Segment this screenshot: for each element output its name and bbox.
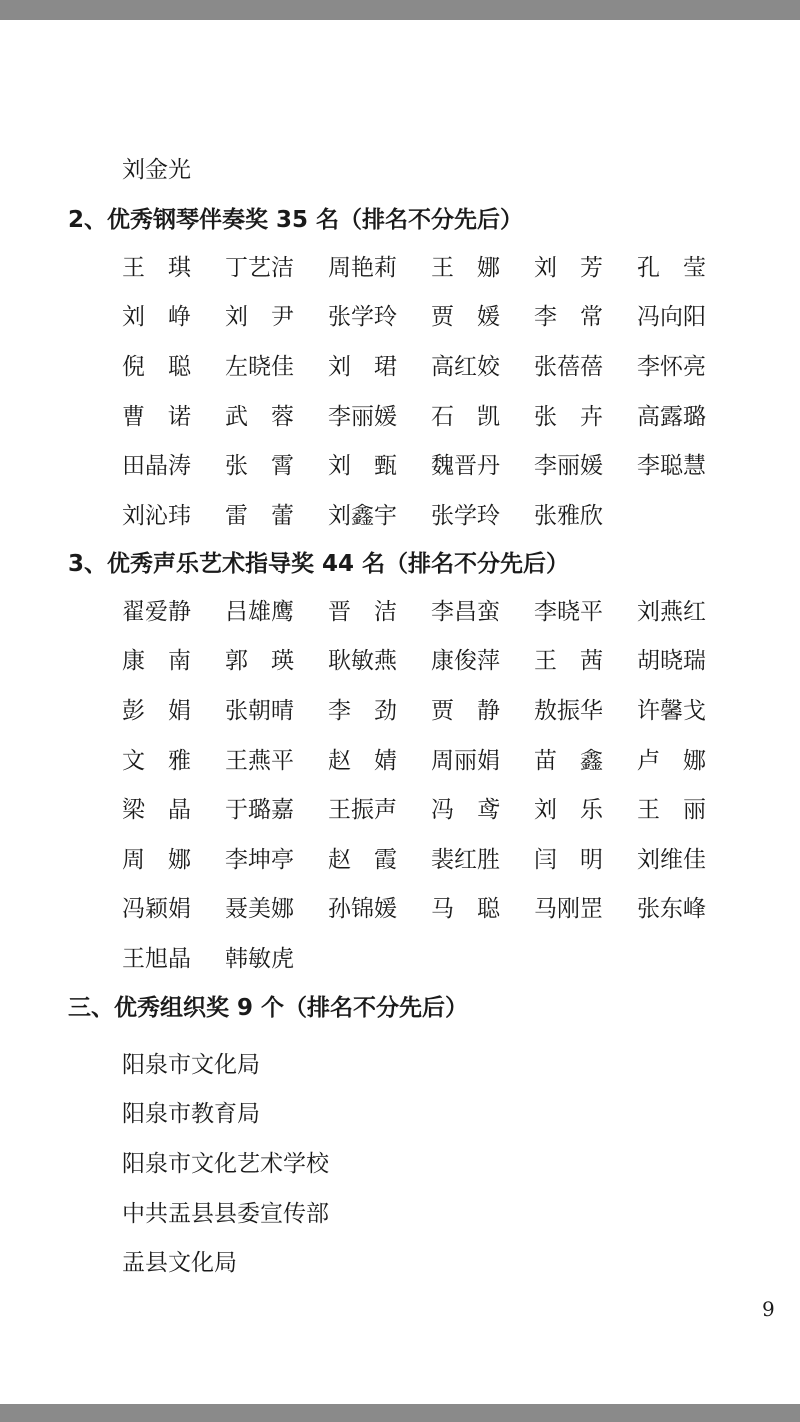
org-name: 阳泉市教育局 (122, 1101, 260, 1128)
person-name: 苗 鑫 (534, 747, 603, 774)
name-row (122, 736, 742, 786)
person-name: 孙锦媛 (328, 896, 397, 923)
person-name: 曹 诺 (122, 403, 191, 430)
person-name: 张东峰 (637, 896, 706, 923)
org-name: 盂县文化局 (122, 1250, 237, 1277)
org-award-heading: 三、优秀组织奖 9 个（排名不分先后） (68, 995, 469, 1021)
person-name: 丁艺洁 (225, 254, 294, 281)
person-name: 刘 尹 (225, 304, 294, 331)
person-name: 耿敏燕 (328, 648, 397, 675)
org-name: 阳泉市文化艺术学校 (122, 1150, 329, 1177)
person-name: 李丽媛 (534, 453, 603, 480)
person-name: 田晶涛 (122, 453, 191, 480)
person-name: 康 南 (122, 648, 191, 675)
section2-name-grid (122, 243, 742, 541)
org-name: 阳泉市文化局 (122, 1051, 260, 1078)
person-name: 周丽娟 (431, 747, 500, 774)
person-name: 于璐嘉 (225, 797, 294, 824)
person-name: 冯颖娟 (122, 896, 191, 923)
person-name: 张学玲 (431, 502, 500, 529)
person-name: 郭 瑛 (225, 648, 294, 675)
name-row (122, 293, 742, 343)
name-row (122, 392, 742, 442)
person-name: 魏晋丹 (431, 453, 500, 480)
page-number: 9 (762, 1297, 775, 1321)
person-name: 李怀亮 (637, 353, 706, 380)
person-name: 聂美娜 (225, 896, 294, 923)
person-name: 卢 娜 (637, 747, 706, 774)
name-row (122, 243, 742, 293)
person-name: 张雅欣 (534, 502, 603, 529)
person-name: 李丽媛 (328, 403, 397, 430)
person-name: 刘 芳 (534, 254, 603, 281)
person-name: 张蓓蓓 (534, 353, 603, 380)
person-name: 冯 鸢 (431, 797, 500, 824)
name-row (122, 686, 742, 736)
person-name: 刘 珺 (328, 353, 397, 380)
person-name: 文 雅 (122, 747, 191, 774)
person-name: 李昌蛮 (431, 598, 500, 625)
org-name: 中共盂县县委宣传部 (122, 1200, 329, 1227)
person-name: 裴红胜 (431, 846, 500, 873)
person-name: 雷 蕾 (225, 502, 294, 529)
person-name: 左晓佳 (225, 353, 294, 380)
name-row (122, 835, 742, 885)
name-row (122, 785, 742, 835)
person-name: 吕雄鹰 (225, 598, 294, 625)
name-row (122, 491, 742, 541)
name-row (122, 934, 742, 984)
name-row (122, 637, 742, 687)
person-name: 石 凯 (431, 403, 500, 430)
name-row (122, 885, 742, 935)
person-name: 李聪慧 (637, 453, 706, 480)
person-name: 赵 霞 (328, 846, 397, 873)
person-name: 刘维佳 (637, 846, 706, 873)
section3-heading: 3、优秀声乐艺术指导奖 44 名（排名不分先后） (68, 551, 570, 577)
person-name: 康俊萍 (431, 648, 500, 675)
name-row (122, 587, 742, 637)
person-name: 赵 婧 (328, 747, 397, 774)
person-name: 张 卉 (534, 403, 603, 430)
person-name: 李晓平 (534, 598, 603, 625)
person-name: 刘 峥 (122, 304, 191, 331)
person-name: 敖振华 (534, 697, 603, 724)
section2-heading: 2、优秀钢琴伴奏奖 35 名（排名不分先后） (68, 207, 524, 233)
person-name: 王振声 (328, 797, 397, 824)
org-award-list (122, 1040, 329, 1288)
person-name: 张学玲 (328, 304, 397, 331)
person-name: 张朝晴 (225, 697, 294, 724)
person-name: 翟爱静 (122, 598, 191, 625)
person-name: 倪 聪 (122, 353, 191, 380)
name-row (122, 441, 742, 491)
person-name: 韩敏虎 (225, 945, 294, 972)
person-name: 王 丽 (637, 797, 706, 824)
person-name: 刘 甄 (328, 453, 397, 480)
person-name: 马刚罡 (534, 896, 603, 923)
person-name: 梁 晶 (122, 797, 191, 824)
person-name: 冯向阳 (637, 304, 706, 331)
person-name: 闫 明 (534, 846, 603, 873)
person-name: 贾 静 (431, 697, 500, 724)
carryover-name: 刘金光 (122, 157, 191, 183)
person-name: 王 琪 (122, 254, 191, 281)
person-name: 刘 乐 (534, 797, 603, 824)
person-name: 王 娜 (431, 254, 500, 281)
person-name: 贾 媛 (431, 304, 500, 331)
name-row (122, 342, 742, 392)
section3-name-grid (122, 587, 742, 984)
person-name: 孔 莹 (637, 254, 706, 281)
person-name: 许馨戈 (637, 697, 706, 724)
person-name: 刘沁玮 (122, 502, 191, 529)
person-name: 彭 娟 (122, 697, 191, 724)
person-name: 高红姣 (431, 353, 500, 380)
person-name: 周艳莉 (328, 254, 397, 281)
person-name: 王燕平 (225, 747, 294, 774)
person-name: 胡晓瑞 (637, 648, 706, 675)
person-name: 晋 洁 (328, 598, 397, 625)
person-name: 王旭晶 (122, 945, 191, 972)
person-name: 周 娜 (122, 846, 191, 873)
person-name: 刘燕红 (637, 598, 706, 625)
person-name: 武 蓉 (225, 403, 294, 430)
person-name: 李坤亭 (225, 846, 294, 873)
top-scan-border (0, 0, 800, 20)
bottom-scan-border (0, 1404, 800, 1422)
person-name: 李 常 (534, 304, 603, 331)
person-name: 高露璐 (637, 403, 706, 430)
person-name: 张 霄 (225, 453, 294, 480)
person-name: 刘鑫宇 (328, 502, 397, 529)
person-name: 王 茜 (534, 648, 603, 675)
person-name: 马 聪 (431, 896, 500, 923)
person-name: 李 劲 (328, 697, 397, 724)
